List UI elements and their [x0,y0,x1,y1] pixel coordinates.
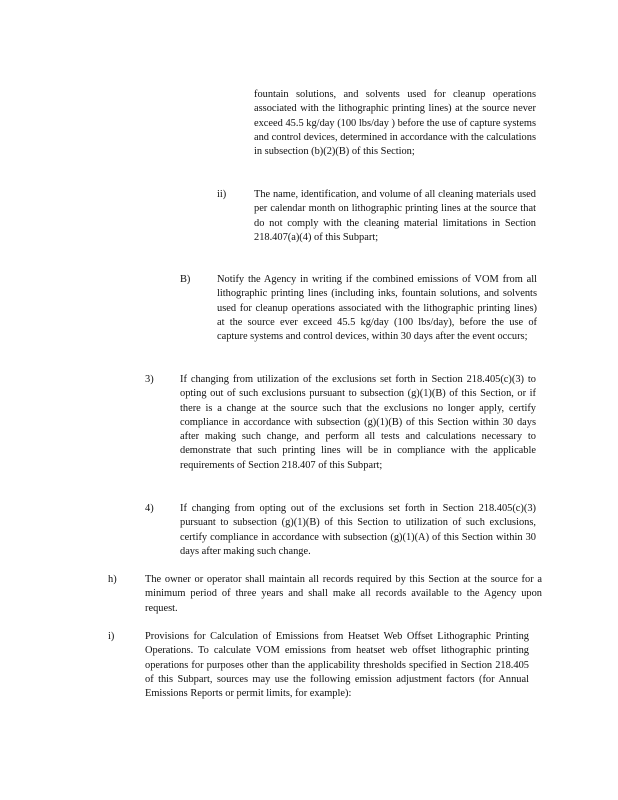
item-B-text: Notify the Agency in writing if the combined emissions of VOM from all lithographic printing lines (including inks, fountain solutions, and solvents used for cleanup operations associated with the lithographic printing lines) at the source ever exceed 45.5 kg/day (100 lbs/day), before the use of capture systems and control devices, within 30 days after the event occurs; [217,274,537,343]
item-ii-text: The name, identification, and volume of all cleaning materials used per calendar month on lithographic printing lines at the source that do not comply with the cleaning material limitations in Section 218.407(a)(4) of this Subpart; [254,189,536,243]
item-3-text: If changing from utilization of the exclusions set forth in Section 218.405(c)(3) to opting out of such exclusions pursuant to subsection (g)(1)(B) of this Section, or if there is a change at the source such that the exclusions no longer apply, certify compliance in accordance with subsection (g)(1)(B) of this Section within 30 days after making such change, and perform all tests and calculations necessary to demonstrate that such printing lines will be in compliance with the applicable requirements of Section 218.407 of this Subpart; [180,374,536,471]
item-4-marker: 4) [145,503,154,514]
item-B-marker: B) [180,274,191,285]
item-i-marker: i) [108,631,115,642]
item-3-marker: 3) [145,374,154,385]
item-4-text: If changing from opting out of the exclusions set forth in Section 218.405(c)(3) pursuant to subsection (g)(1)(B) of this Section to utilization of such exclusions, certify compliance in accordance with subsection (g)(1)(A) of this Section within 30 days after making such change. [180,503,536,557]
item-ii-marker: ii) [217,189,227,200]
continuation-paragraph: fountain solutions, and solvents used for cleanup operations associated with the lithographic printing lines) at the source never exceed 45.5 kg/day (100 lbs/day ) before the use of capture systems and control devices, determined in accordance with the calculations in subsection (b)(2)(B) of this Section; [254,89,536,158]
item-h-marker: h) [108,574,117,585]
item-h-text: The owner or operator shall maintain all records required by this Section at the source for a minimum period of three years and shall make all records available to the Agency upon request. [145,574,542,614]
item-i-text: Provisions for Calculation of Emissions from Heatset Web Offset Lithographic Printing Operations. To calculate VOM emissions from heatset web offset lithographic printing operations for purposes other than the applicability thresholds specified in Section 218.405 of this Subpart, sources may use the following emission adjustment factors (for Annual Emissions Reports or permit limits, for example): [145,631,529,700]
